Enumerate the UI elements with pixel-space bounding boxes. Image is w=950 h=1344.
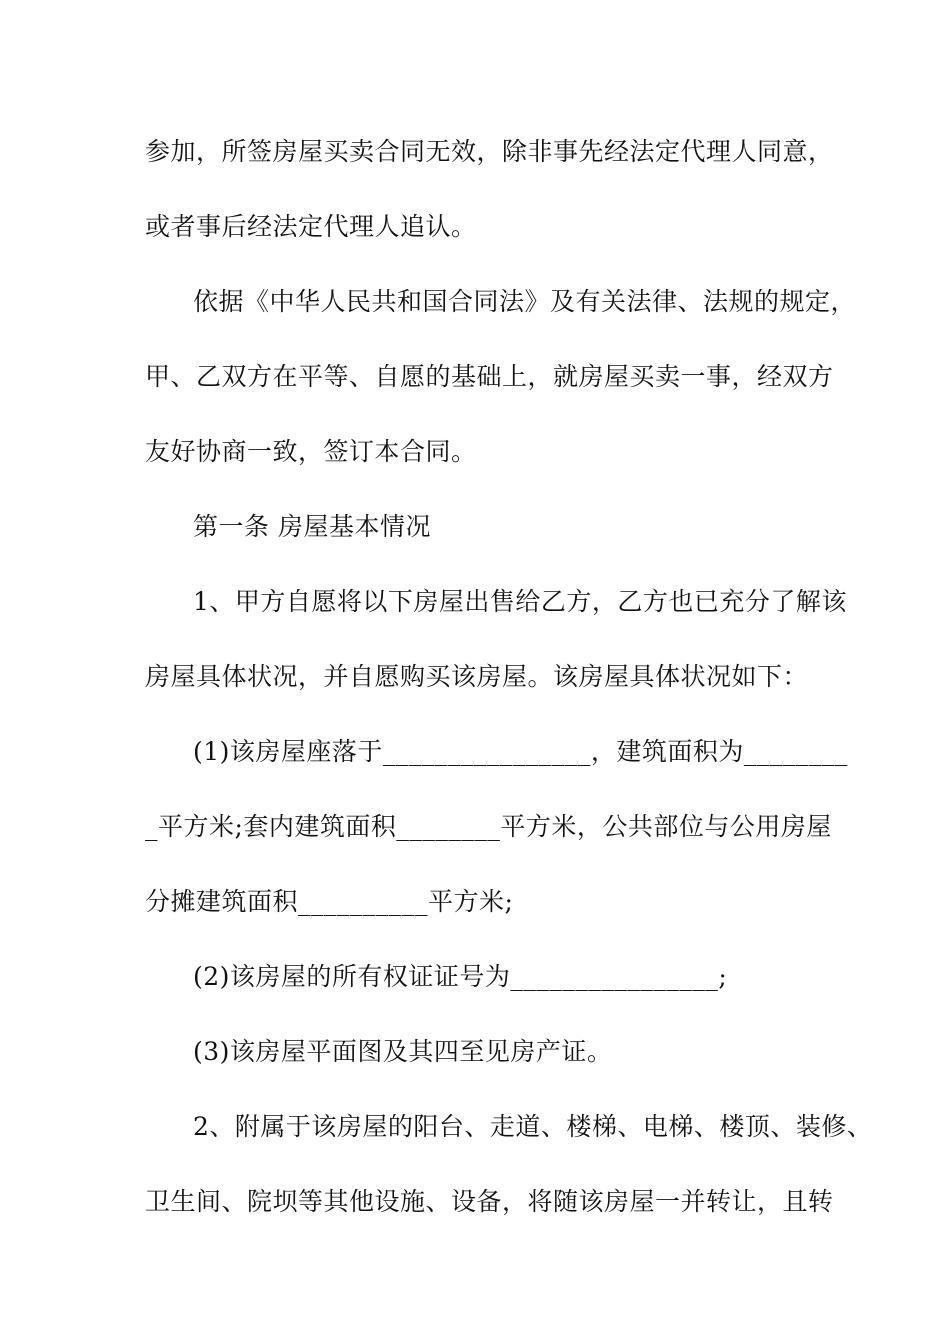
text-line: 房屋具体状况，并自愿购买该房屋。该房屋具体状况如下： xyxy=(145,662,809,691)
text-line: _平方米;套内建筑面积________平方米，公共部位与公用房屋 xyxy=(145,812,832,841)
text-line: 甲、乙双方在平等、自愿的基础上，就房屋买卖一事，经双方 xyxy=(145,362,834,391)
text-line: 或者事后经法定代理人追认。 xyxy=(145,212,477,241)
paragraph-start-line: (3)该房屋平面图及其四至见房产证。 xyxy=(193,1037,613,1066)
text-line: 参加，所签房屋买卖合同无效，除非事先经法定代理人同意， xyxy=(145,137,834,166)
paragraph-start-line: 依据《中华人民共和国合同法》及有关法律、法规的规定， xyxy=(193,287,857,316)
paragraph-start-line: 1、甲方自愿将以下房屋出售给乙方，乙方也已充分了解该 xyxy=(193,587,847,616)
text-line: 分摊建筑面积__________平方米; xyxy=(145,887,514,916)
paragraph-start-line: 2、附属于该房屋的阳台、走道、楼梯、电梯、楼顶、装修、 xyxy=(193,1112,873,1141)
article-heading: 第一条 房屋基本情况 xyxy=(193,512,431,541)
paragraph-start-line: (1)该房屋座落于________________，建筑面积为________ xyxy=(193,737,848,766)
text-line: 友好协商一致，签订本合同。 xyxy=(145,437,477,466)
text-line: 卫生间、院坝等其他设施、设备，将随该房屋一并转让，且转 xyxy=(145,1187,834,1216)
paragraph-start-line: (2)该房屋的所有权证证号为________________; xyxy=(193,962,728,991)
